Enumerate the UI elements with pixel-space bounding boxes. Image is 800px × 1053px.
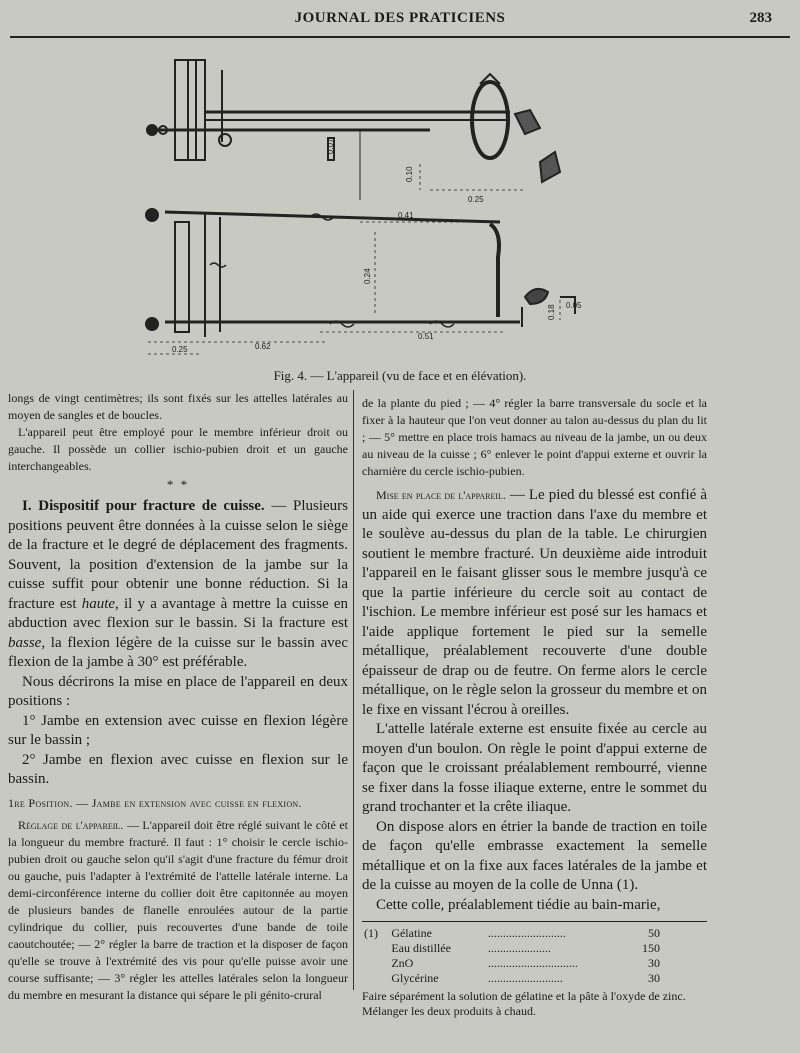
paragraph-mise-en-place: Mise en place de l'appareil. — Le pied du blessé est confié à un aide qui exerce une traction dans l'axe du membre et le soulève au-dessus du plan de la table. Le chirurgien soutient le membre fracturé. Un deuxième aide introduit l'appareil en le faisant glisser sous le membre jusqu'à ce que la partie inférieure du cercle soit au contact de l'ischion. Le membre inférieur est posé sur les hamacs et l'aide applique fortement le pied sur la semelle métallique, préalablement recouverte d'une double épaisseur de drap ou de feutre. On ferme alors le cercle métallique, on le règle selon la grosseur du membre et on le fixe en vissant l'écrou à oreilles. — [362, 487, 708, 718]
paragraph-attelle-externe: L'attelle latérale externe est ensuite fixée au cercle au moyen d'un boulon. On règle le point d'appui externe de façon que le croissant préalablement rembourré, vienne se fixer dans la fosse iliaque externe, entre le sommet du grand trochanter et la crête iliaque. — [362, 721, 707, 815]
footnote-instructions: Faire séparément la solution de gélatine et la pâte à l'oxyde de zinc. Mélanger les deux produits à chaud. — [362, 989, 686, 1018]
figure-caption: Fig. 4. — L'appareil (vu de face et en élévation). — [273, 368, 527, 383]
lateral-splint-upper — [165, 212, 500, 222]
page-number: 283 — [749, 10, 772, 26]
reglage-heading: Réglage de l'appareil. — [18, 817, 124, 832]
apparatus-figure — [130, 52, 610, 362]
list-item-position-1: 1° Jambe en extension avec cuisse en flexion légère sur le bassin ; — [8, 712, 348, 748]
right-column — [362, 395, 707, 1019]
apparatus-drawing — [130, 52, 610, 362]
section-fracture-cuisse: I. Dispositif pour fracture de cuisse. — Plusieurs positions peuvent être données à la cuisse selon le siège de la fracture et le degré de déplacement des fragments. Souvent, la position d'extension de la jambe sur la cuisse suffit pour obtenir une bonne réduction. Si la fracture est haute, il y a avantage à mettre la cuisse en abduction avec flexion sur le bassin. Si la fracture est basse, la flexion légère de la cuisse sur le bassin avec flexion de la jambe à 30° est préférable. — [8, 498, 348, 670]
recipe-row: ZnO .............................. 30 — [391, 956, 660, 970]
recipe-row: (1) Gélatine .......................... 50 — [364, 926, 660, 940]
dim-018: 0.18 — [547, 304, 556, 320]
dim-005: 0.05 — [566, 301, 582, 310]
paragraph-plante-du-pied: de la plante du pied ; — 4° régler la barre transversale du socle et la fixer à la hauteur que l'on veut donner au talon au-dessus du plan du lit ; — 5° mettre en place trois hamacs au niveau de la jambe, un ou deux au niveau de la cuisse ; 6° enlever le point d'appui externe et ouvrir la charnière du cercle ischio-pubien. — [362, 396, 707, 478]
dim-051: 0.51 — [418, 332, 434, 341]
paragraph-nous-decrirons: Nous décrirons la mise en place de l'appareil en deux positions : — [8, 673, 348, 709]
dim-062: 0.62 — [255, 342, 271, 351]
dim-041: 0.41 — [398, 211, 414, 220]
ischio-ring-plan — [175, 222, 189, 332]
dim-010: 0.10 — [405, 166, 414, 182]
recipe-row: Eau distillée ..................... 150 — [391, 941, 660, 955]
section-title: I. Dispositif pour fracture de cuisse. — [22, 498, 265, 514]
dim-024: 0.24 — [363, 268, 372, 284]
column-divider — [353, 390, 354, 990]
paragraph-colle: Cette colle, préalablement tiédie au bain-marie, — [376, 896, 661, 913]
footnote-rule — [362, 921, 707, 922]
subsection-title: 1re Position. — Jambe en extension avec cuisse en flexion. — [8, 795, 302, 810]
paragraph-appareil-employe: L'appareil peut être employé pour le membre inférieur droit ou gauche. Il possède un collier ischio-pubien droit et un gauche interchangeables. — [8, 425, 348, 473]
dim-007: 0.07 — [326, 138, 335, 154]
running-title: JOURNAL DES PRATICIENS — [294, 10, 506, 26]
footnote-recipe — [362, 926, 662, 986]
header-rule — [10, 36, 790, 38]
left-column — [8, 390, 348, 1004]
paragraph-reglage: Réglage de l'appareil. — L'appareil doit être réglé suivant le côté et la longueur du membre fracturé. Il faut : 1° choisir le cercle ischio-pubien droit ou gauche selon qu'il s'agit d'une fracture du fémur droit ou gauche, puis l'adapter à l'extrémité de l'attelle latérale interne. La demi-circonférence interne du collier doit être capitonnée au moyen de plusieurs bandes de flanelle enroulées autour de la partie cylindrique du collier, puis recouvertes d'une bande de toile caoutchoutée; — 2° régler la barre de traction et la disposer de façon qu'elle se trouve à l'extrémité des vis pour qu'elle puisse avoir une course suffisante; — 3° régler les attelles latérales selon la longueur du membre en mesurant la distance qui sépare le pli génito-crural — [8, 817, 348, 1002]
mise-en-place-heading: Mise en place de l'appareil. — [376, 488, 506, 502]
paragraph-bande-traction: On dispose alors en étrier la bande de traction en toile de façon qu'elle embrasse exactement la semelle métallique et on la fixe aux faces latérales de la jambe et de la cuisse au moyen de la colle de Unna (1). — [362, 818, 707, 893]
section-stars: * * — [166, 477, 190, 492]
dim-025: 0.25 — [468, 195, 484, 204]
recipe-row: Glycérine ......................... 30 — [391, 971, 660, 985]
paragraph-longs: longs de vingt centimètres; ils sont fixés sur les attelles latérales au moyen de sangles et de boucles. — [8, 391, 348, 422]
footnote-marker: (1) — [364, 926, 378, 940]
list-item-position-2: 2° Jambe en flexion avec cuisse en flexion sur le bassin. — [8, 751, 348, 787]
dim-025b: 0.25 — [172, 345, 188, 354]
ischio-frame — [175, 60, 205, 160]
